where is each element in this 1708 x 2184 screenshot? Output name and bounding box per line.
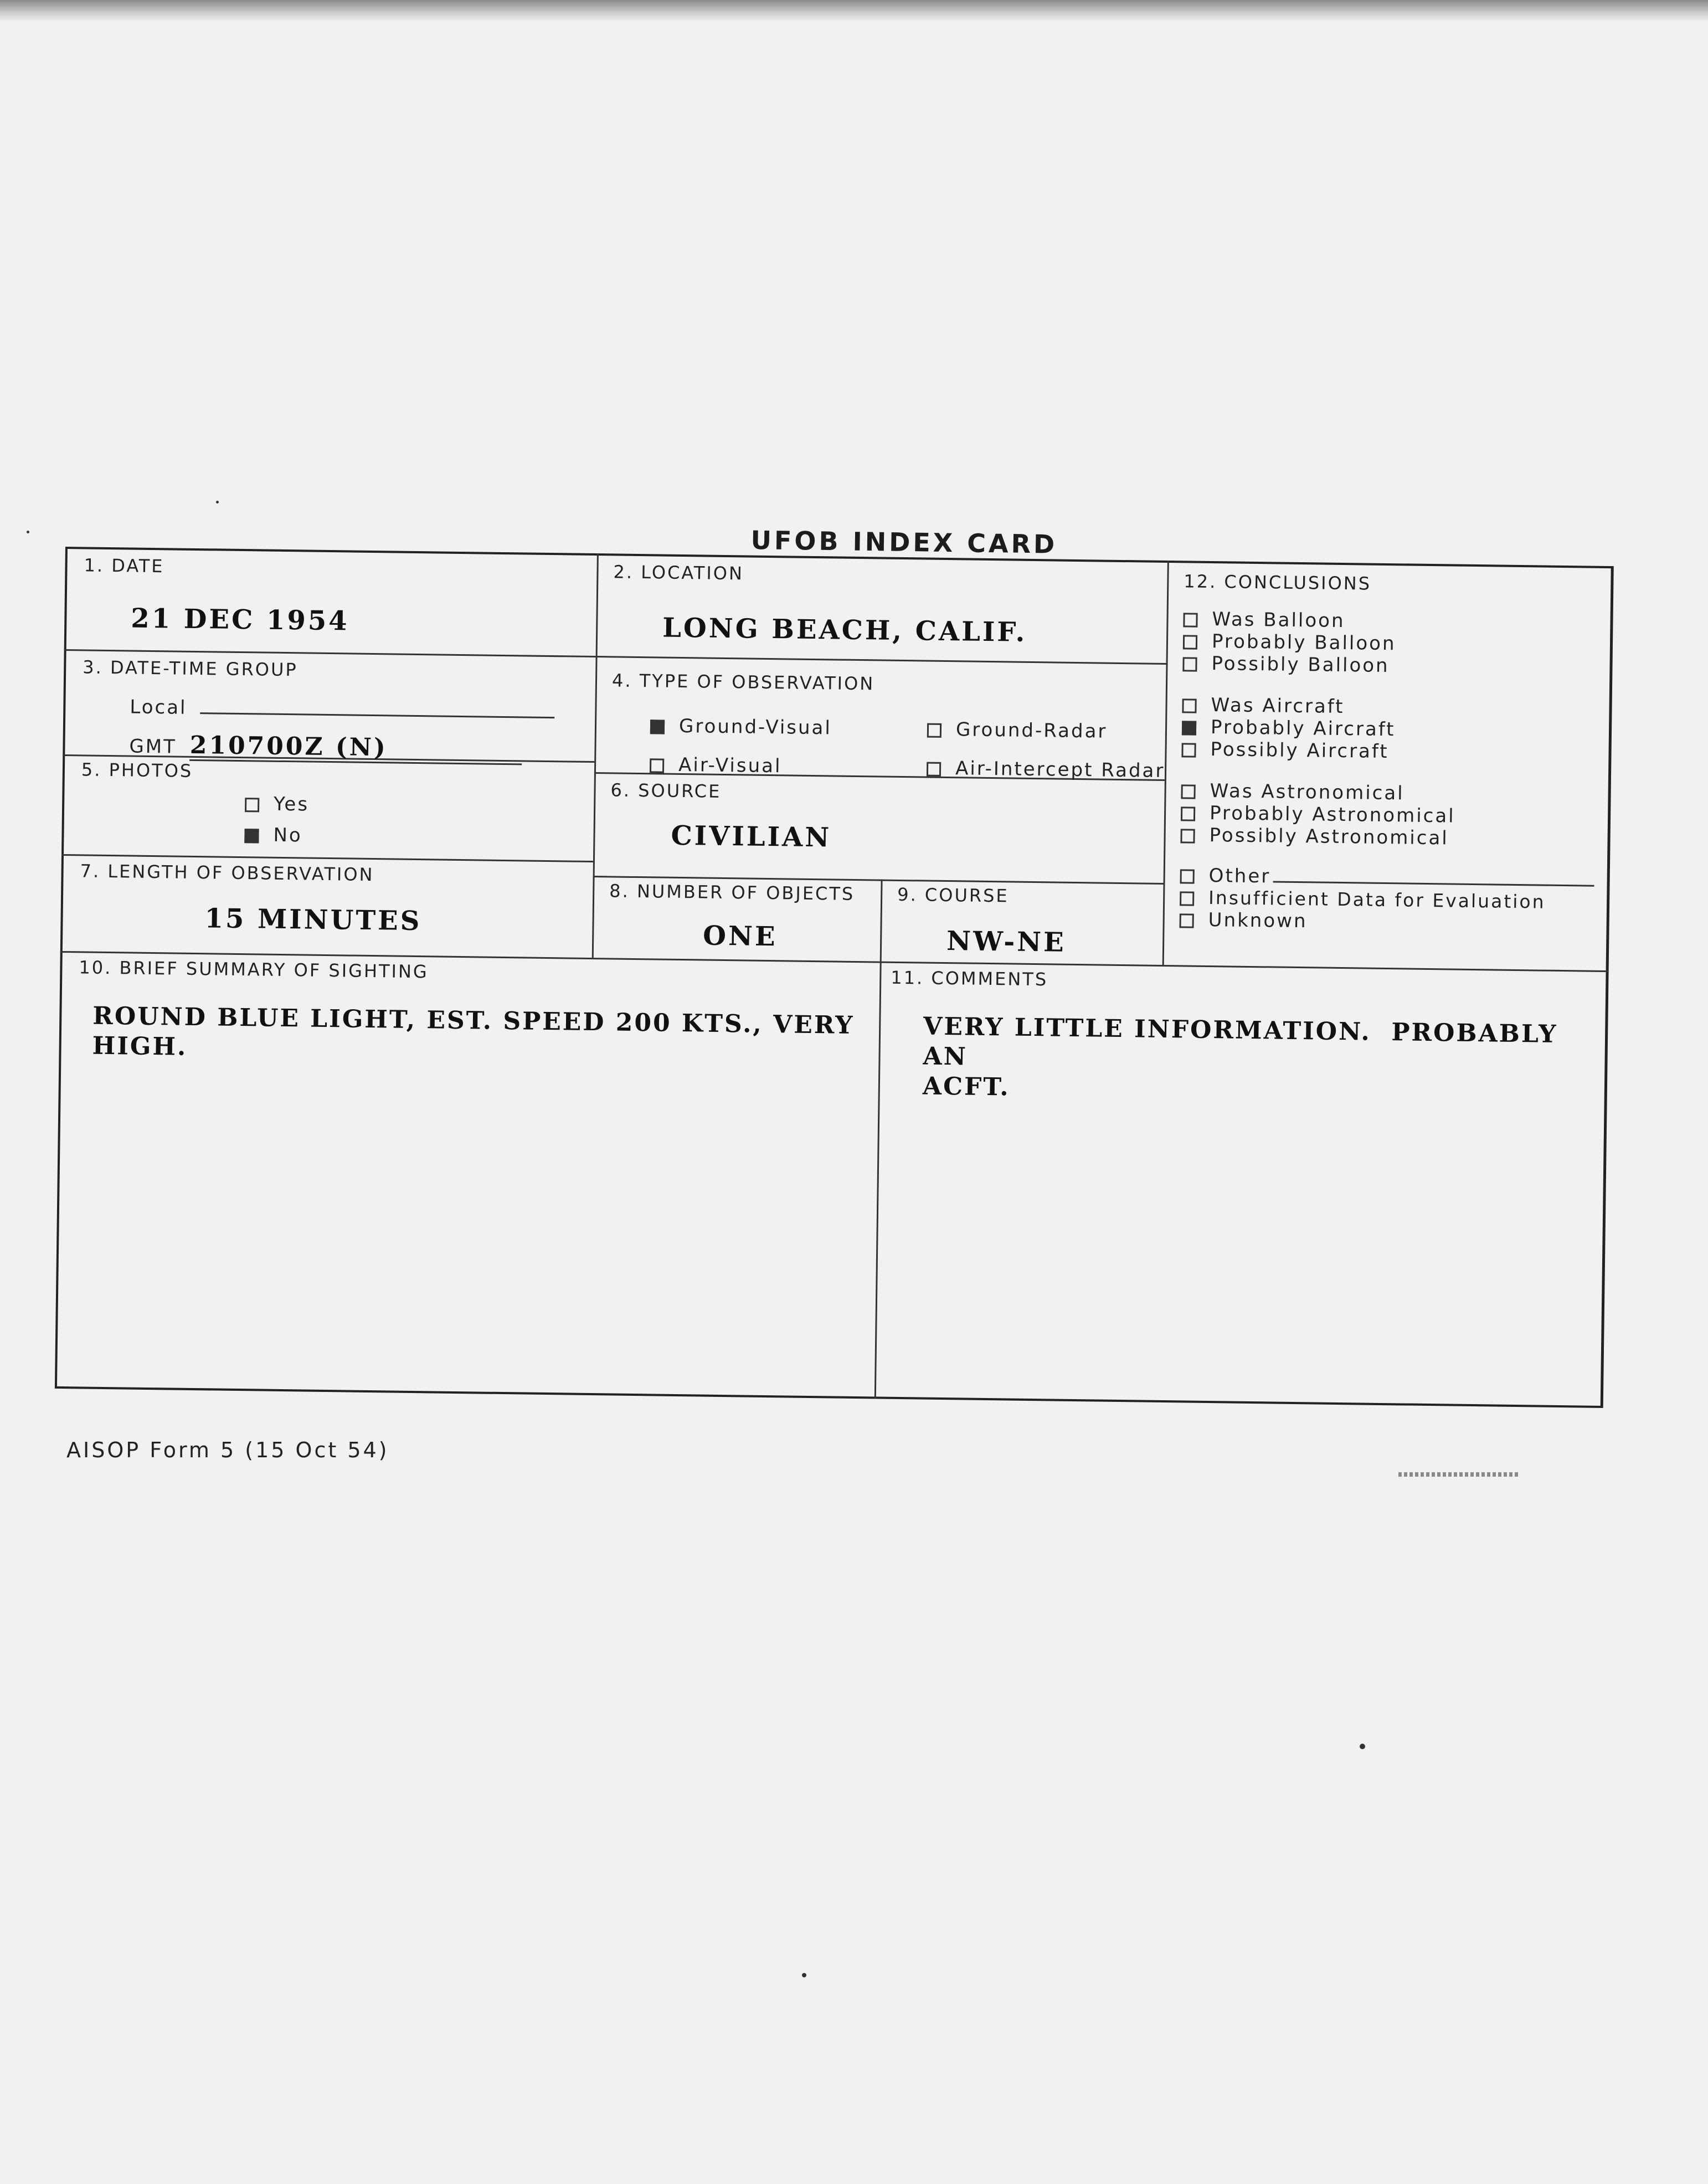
checkbox-icon (1183, 613, 1197, 627)
dtg-gmt-label: GMT (129, 735, 177, 758)
checkbox-checked-icon (244, 829, 259, 843)
checkbox-icon (1180, 913, 1194, 928)
dtg-gmt-value: 210700Z (N) (189, 731, 388, 762)
dtg-label: 3. DATE-TIME GROUP (83, 656, 298, 681)
conclusion-was-astronomical: Was Astronomical (1181, 779, 1405, 804)
card-title: UFOB INDEX CARD (750, 525, 1058, 559)
dtg-local-label: Local (130, 696, 187, 719)
form-footer: AISOP Form 5 (15 Oct 54) (66, 1438, 389, 1462)
conclusions-label: 12. CONCLUSIONS (1184, 571, 1372, 594)
conclusion-possibly-aircraft: Possibly Aircraft (1181, 738, 1389, 763)
photos-label: 5. PHOTOS (81, 759, 193, 782)
checkbox-icon (1181, 743, 1196, 757)
type-option-ground-radar: Ground-Radar (927, 718, 1108, 743)
length-value: 15 MINUTES (204, 903, 422, 937)
other-underline (1273, 881, 1594, 886)
conclusion-probably-aircraft: Probably Aircraft (1182, 716, 1396, 741)
dtg-gmt-underline (189, 731, 522, 765)
speck (27, 531, 29, 533)
course-value: NW-NE (946, 926, 1067, 958)
conclusion-probably-astronomical: Probably Astronomical (1181, 801, 1455, 827)
speck (216, 501, 219, 503)
checkbox-icon (1181, 784, 1195, 799)
photos-option-no: No (244, 824, 302, 846)
conclusion-other: Other (1180, 864, 1594, 891)
comments-label: 11. COMMENTS (891, 967, 1048, 990)
summary-text: ROUND BLUE LIGHT, EST. SPEED 200 KTS., VERY HIGH. (92, 1001, 855, 1061)
checkbox-icon (927, 723, 942, 737)
type-option-ground-visual: Ground-Visual (650, 715, 832, 739)
summary-label: 10. BRIEF SUMMARY OF SIGHTING (79, 957, 429, 983)
source-value: CIVILIAN (671, 820, 832, 854)
checkbox-icon (1182, 657, 1197, 671)
checkbox-icon (1181, 806, 1195, 821)
printer-mark (1398, 1472, 1520, 1477)
location-value: LONG BEACH, CALIF. (662, 612, 1027, 648)
length-label: 7. LENGTH OF OBSERVATION (80, 860, 374, 886)
index-card (55, 547, 1614, 1408)
photos-option-yes: Yes (245, 793, 309, 815)
speck (1360, 1744, 1365, 1749)
checkbox-icon (1180, 869, 1195, 883)
page-top-edge (0, 0, 1708, 22)
course-label: 9. COURSE (897, 883, 1009, 907)
checkbox-icon (1180, 829, 1195, 843)
checkbox-checked-icon (1182, 721, 1196, 735)
speck (802, 1973, 806, 1977)
type-option-air-intercept-radar: Air-Intercept Radar (927, 757, 1165, 782)
conclusion-was-aircraft: Was Aircraft (1182, 693, 1344, 718)
conclusion-insufficient-data: Insufficient Data for Evaluation (1180, 886, 1546, 912)
conclusion-possibly-balloon: Possibly Balloon (1182, 652, 1390, 677)
type-of-observation-label: 4. TYPE OF OBSERVATION (611, 670, 875, 695)
number-of-objects-label: 8. NUMBER OF OBJECTS (609, 880, 855, 905)
checkbox-icon (1182, 698, 1196, 713)
location-label: 2. LOCATION (613, 561, 744, 584)
checkbox-icon (650, 758, 664, 773)
conclusion-unknown: Unknown (1179, 908, 1307, 932)
date-label: 1. DATE (84, 554, 164, 577)
checkbox-icon (927, 762, 941, 776)
checkbox-icon (245, 798, 259, 812)
comments-text: VERY LITTLE INFORMATION. PROBABLY AN ACFT. (922, 1012, 1568, 1102)
checkbox-icon (1183, 635, 1197, 649)
dtg-local-value (200, 712, 554, 718)
conclusion-was-balloon: Was Balloon (1183, 608, 1345, 632)
conclusion-probably-balloon: Probably Balloon (1183, 630, 1396, 655)
checkbox-checked-icon (650, 720, 665, 734)
type-option-air-visual: Air-Visual (650, 753, 782, 777)
checkbox-icon (1180, 891, 1194, 906)
number-of-objects-value: ONE (702, 920, 778, 953)
date-value: 21 DEC 1954 (131, 603, 349, 637)
conclusion-possibly-astronomical: Possibly Astronomical (1180, 824, 1449, 849)
source-label: 6. SOURCE (610, 779, 722, 802)
